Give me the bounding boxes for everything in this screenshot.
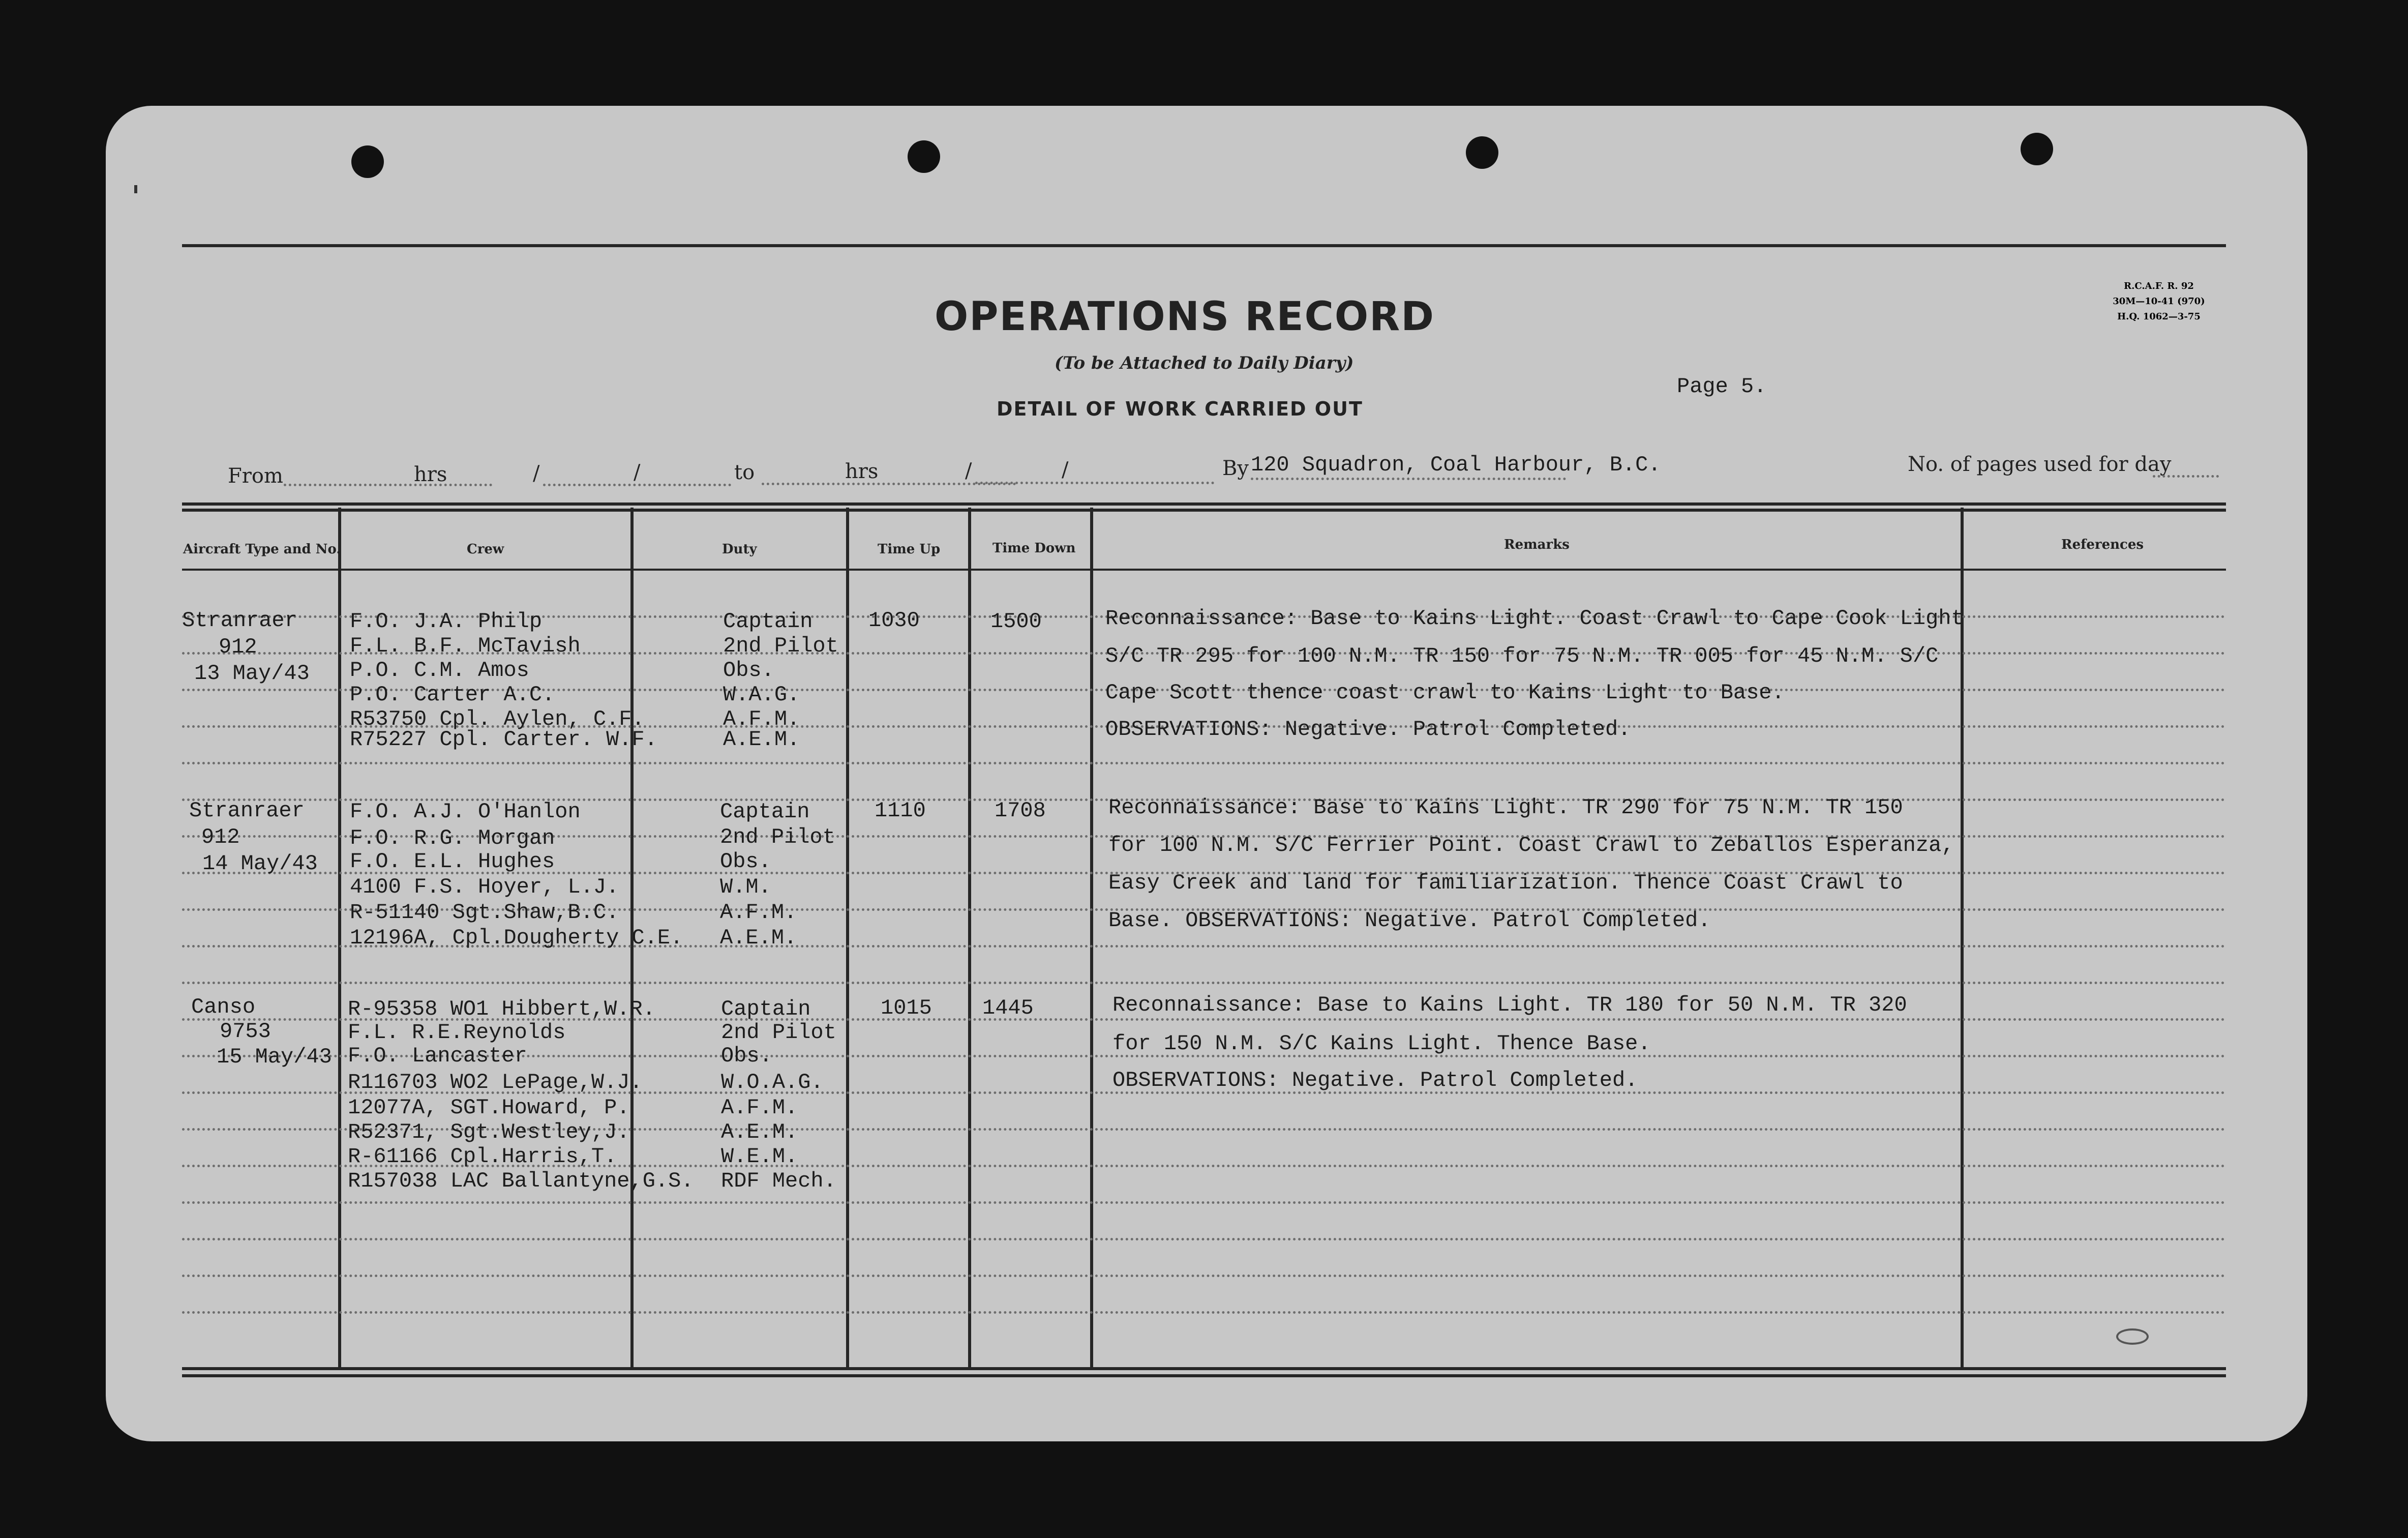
crew-duty: A.E.M.: [723, 727, 800, 752]
by-label: By: [1222, 457, 1249, 480]
crew-name: F.L. B.F. McTavish: [350, 634, 581, 658]
column-header-time-up: Time Up: [878, 542, 941, 557]
crew-duty: W.O.A.G.: [721, 1070, 824, 1095]
punch-hole: [1466, 136, 1498, 169]
aircraft-type: Canso: [191, 995, 256, 1019]
crew-duty: RDF Mech.: [721, 1169, 836, 1193]
column-header-remarks: Remarks: [1504, 537, 1570, 552]
crew-duty: Captain: [723, 609, 813, 634]
fill-line: [1251, 478, 1566, 480]
header-rule: [182, 569, 2226, 571]
aircraft-type: Stranraer: [182, 608, 297, 633]
operations-record-form: [106, 106, 2307, 1441]
time-up: 1015: [881, 996, 932, 1020]
ruled-line: [182, 762, 2226, 764]
crew-name: 12077A, SGT.Howard, P.: [348, 1096, 630, 1120]
crew-duty: 2nd Pilot: [720, 825, 835, 849]
crew-duty: Captain: [720, 800, 810, 824]
crew-duty: W.E.M.: [721, 1144, 798, 1169]
ruled-line: [182, 1238, 2226, 1240]
flight-date: 13 May/43: [194, 661, 310, 686]
crew-name: R-51140 Sgt.Shaw,B.C.: [350, 900, 619, 925]
ruled-line: [182, 1311, 2226, 1314]
fill-line: [284, 484, 492, 486]
crew-name: R116703 WO2 LePage,W.J.: [348, 1070, 643, 1095]
flight-date: 15 May/43: [217, 1045, 332, 1069]
remarks-line: Cape Scott thence coast crawl to Kains Light to Base.: [1105, 681, 1785, 705]
column-header-duty: Duty: [722, 542, 757, 557]
remarks-line: Reconnaissance: Base to Kains Light. Coast Crawl to Cape Cook Light: [1105, 606, 1964, 631]
column-header-time-down: Time Down: [992, 541, 1076, 556]
remarks-line: Reconnaissance: Base to Kains Light. TR 180 for 50 N.M. TR 320: [1112, 993, 1907, 1017]
form-code-line: 30M—10-41 (970): [2113, 296, 2205, 307]
fill-line: [975, 482, 1214, 484]
remarks-line: OBSERVATIONS: Negative. Patrol Completed.: [1112, 1068, 1638, 1092]
aircraft-type: Stranraer: [189, 798, 305, 823]
hrs-label: hrs: [845, 460, 879, 483]
column-header-references: References: [2061, 537, 2144, 552]
form-subtitle: (To be Attached to Daily Diary): [1055, 353, 1354, 373]
crew-name: R157038 LAC Ballantyne,G.S.: [348, 1169, 694, 1193]
punch-hole: [2021, 133, 2053, 165]
page-number: Page 5.: [1677, 374, 1767, 399]
pages-label: No. of pages used for day: [1908, 453, 2172, 476]
slash-label: /: [1062, 458, 1069, 482]
crew-duty: Obs.: [723, 658, 774, 683]
punch-hole: [351, 145, 384, 178]
detail-caption: DETAIL OF WORK CARRIED OUT: [997, 398, 1363, 420]
remarks-line: for 150 N.M. S/C Kains Light. Thence Base.: [1112, 1031, 1651, 1056]
flight-date: 14 May/43: [202, 851, 318, 876]
crew-name: P.O. C.M. Amos: [350, 658, 529, 683]
ruled-line: [182, 982, 2226, 984]
table-bottom-rule: [182, 1374, 2226, 1377]
form-code-line: R.C.A.F. R. 92: [2124, 281, 2194, 291]
crew-name: R53750 Cpl. Aylen, C.F.: [350, 707, 645, 731]
crew-name: F.O. A.J. O'Hanlon: [350, 800, 581, 824]
time-down: 1500: [990, 609, 1042, 634]
time-down: 1708: [995, 798, 1046, 823]
remarks-line: for 100 N.M. S/C Ferrier Point. Coast Crawl to Zeballos Esperanza,: [1108, 833, 1954, 857]
to-label: to: [734, 461, 755, 484]
crew-name: R52371, Sgt.Westley,J.: [348, 1120, 630, 1144]
crew-duty: A.F.M.: [723, 707, 800, 731]
crew-duty: Captain: [721, 997, 811, 1021]
stray-mark: [134, 185, 137, 193]
unit-name: 120 Squadron, Coal Harbour, B.C.: [1251, 453, 1661, 477]
crew-name: P.O. Carter A.C.: [350, 683, 555, 707]
remarks-line: S/C TR 295 for 100 N.M. TR 150 for 75 N.M. TR 005 for 45 N.M. S/C: [1105, 644, 1939, 668]
crew-duty: 2nd Pilot: [723, 634, 838, 658]
table-bottom-rule: [182, 1367, 2226, 1370]
crew-duty: 2nd Pilot: [721, 1020, 836, 1045]
remarks-line: OBSERVATIONS: Negative. Patrol Completed.: [1105, 717, 1631, 742]
ink-mark: [2116, 1328, 2149, 1345]
crew-name: F.O. R.G. Morgan: [350, 826, 555, 850]
crew-duty: Obs.: [721, 1044, 772, 1068]
crew-duty: A.E.M.: [720, 926, 797, 950]
form-code-line: H.Q. 1062—3-75: [2117, 311, 2201, 322]
ruled-line: [182, 1275, 2226, 1277]
crew-name: 12196A, Cpl.Dougherty C.E.: [350, 926, 683, 950]
fill-line: [2153, 475, 2219, 478]
ruled-line: [182, 1201, 2226, 1204]
crew-name: F.O. Lancaster: [348, 1044, 527, 1068]
time-up: 1030: [868, 608, 920, 633]
crew-name: R-95358 WO1 Hibbert,W.R.: [348, 997, 655, 1021]
aircraft-number: 912: [219, 635, 257, 659]
remarks-line: Reconnaissance: Base to Kains Light. TR 290 for 75 N.M. TR 150: [1108, 795, 1903, 820]
crew-duty: Obs.: [720, 849, 771, 874]
time-down: 1445: [982, 996, 1034, 1020]
from-label: From: [228, 464, 283, 488]
top-rule: [182, 244, 2226, 247]
column-header-aircraft: Aircraft Type and No.: [183, 542, 341, 557]
hrs-label: hrs: [414, 463, 447, 486]
table-top-rule: [182, 509, 2226, 512]
column-header-crew: Crew: [467, 542, 504, 557]
crew-duty: A.E.M.: [721, 1120, 798, 1144]
slash-label: /: [634, 461, 641, 484]
crew-name: F.O. E.L. Hughes: [350, 849, 555, 874]
crew-name: F.L. R.E.Reynolds: [348, 1020, 566, 1045]
crew-name: F.O. J.A. Philp: [350, 609, 543, 634]
time-up: 1110: [875, 798, 926, 823]
aircraft-number: 912: [201, 825, 240, 849]
crew-duty: A.F.M.: [721, 1096, 798, 1120]
punch-hole: [908, 140, 940, 173]
crew-name: R75227 Cpl. Carter. W.F.: [350, 727, 657, 752]
form-title: OPERATIONS RECORD: [935, 294, 1435, 340]
crew-name: 4100 F.S. Hoyer, L.J.: [350, 875, 619, 899]
slash-label: /: [533, 462, 540, 485]
crew-duty: W.M.: [720, 875, 771, 899]
crew-duty: A.F.M.: [720, 900, 797, 925]
form-code: [2093, 279, 2225, 324]
remarks-line: Base. OBSERVATIONS: Negative. Patrol Completed.: [1108, 908, 1711, 933]
remarks-line: Easy Creek and land for familiarization. Thence Coast Crawl to: [1108, 871, 1903, 895]
crew-name: R-61166 Cpl.Harris,T.: [348, 1144, 617, 1169]
slash-label: /: [965, 459, 972, 483]
table-top-rule: [182, 502, 2226, 506]
aircraft-number: 9753: [220, 1019, 271, 1044]
crew-duty: W.A.G.: [723, 683, 800, 707]
